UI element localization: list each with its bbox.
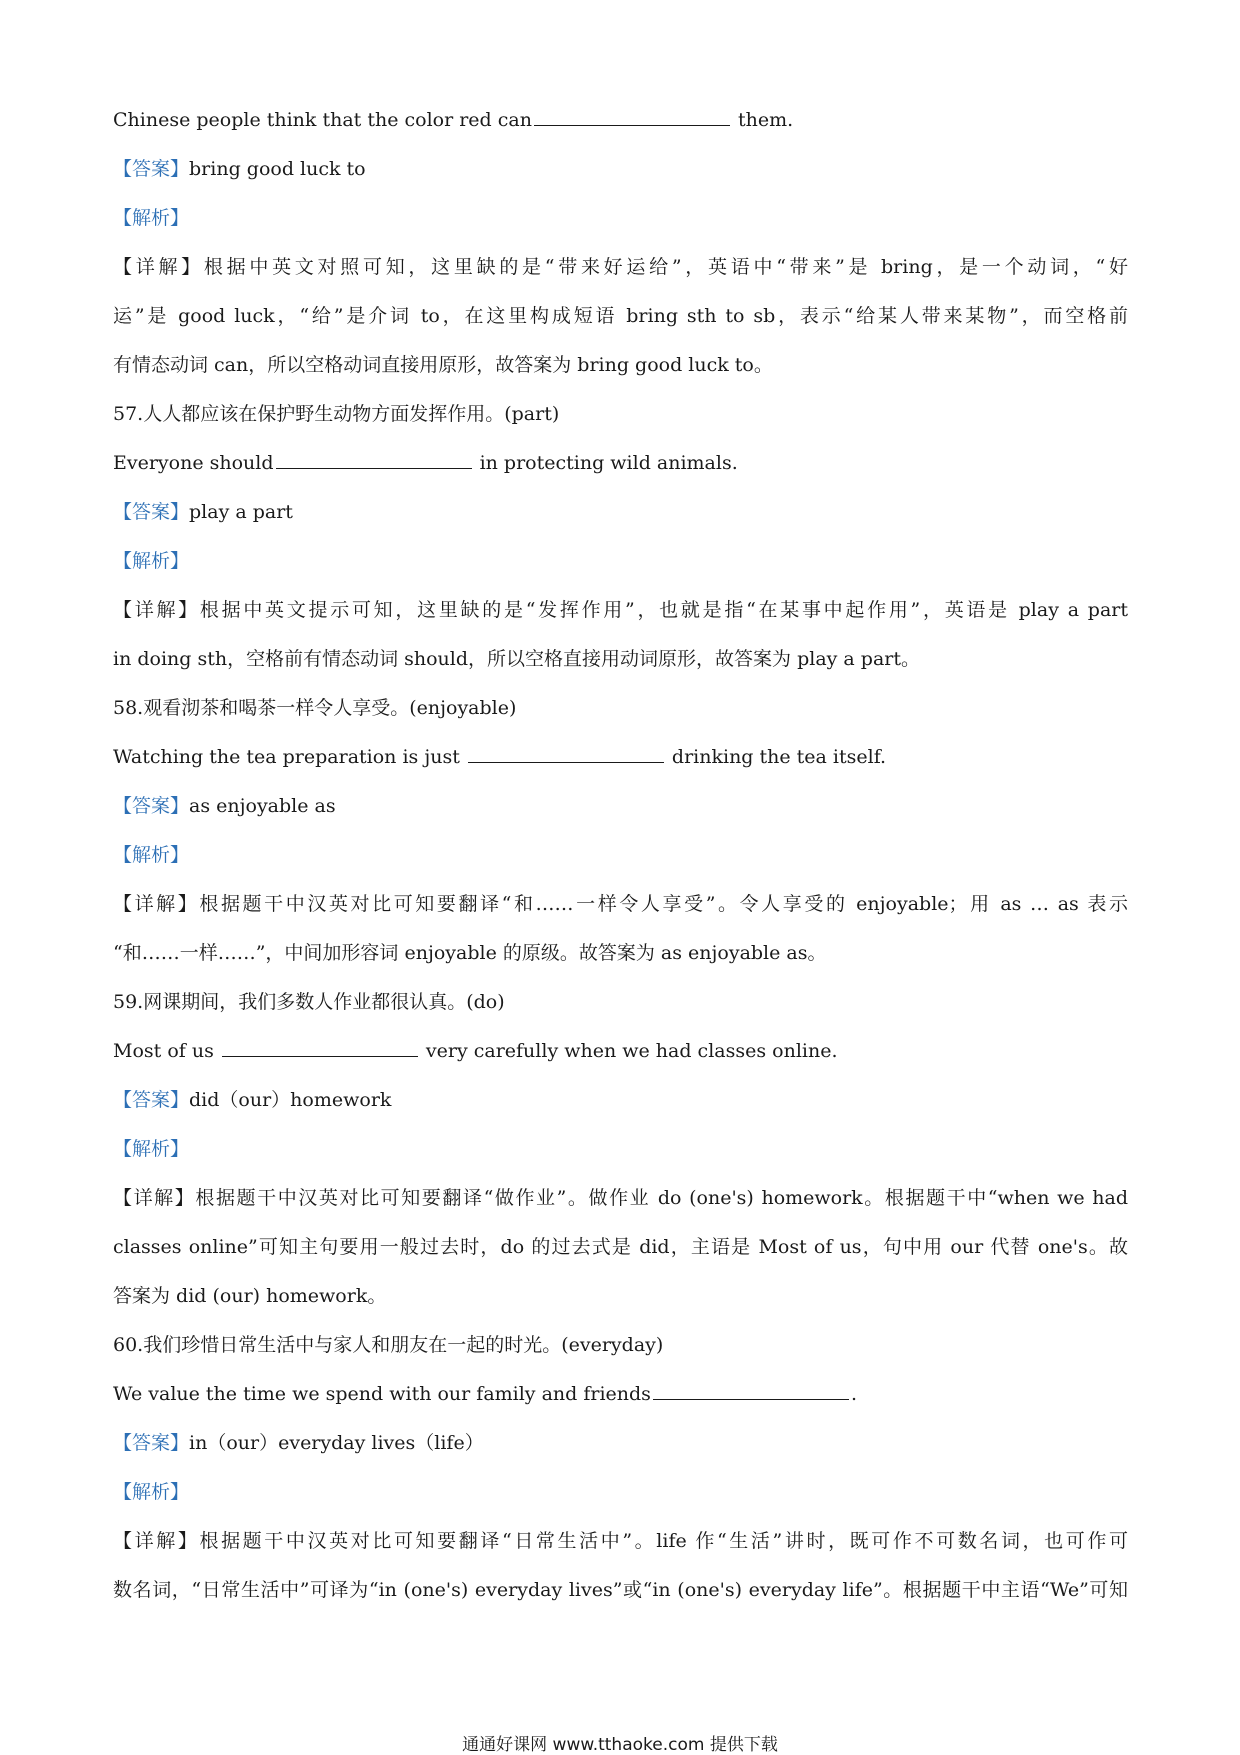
q60-prompt: 60.我们珍惜日常生活中与家人和朋友在一起的时光。(everyday) [113,1334,664,1356]
q57-blank [276,454,472,469]
answer-tag: 【答案】 [113,1432,190,1454]
answer-tag: 【答案】 [113,795,190,817]
q59-detail: 【详解】根据题干中汉英对比可知要翻译“做作业”。做作业 do (one's) homework。根据题干中“when we had classes online”可知主句要用一般过去时，do 的过去式是 did，主语是 Most of us，句中用 our 代替 one's。故 答案为 did (our) homework。 [113,1187,1128,1307]
q58-answer: 【答案】as enjoyable as [113,795,336,817]
q57-analysis [113,537,1128,586]
q59-blank [222,1042,418,1057]
q60-sentence: We value the time we spend with our family and friends . [113,1383,857,1405]
q57-prompt: 57.人人都应该在保护野生动物方面发挥作用。(part) [113,403,560,425]
q60-blank [653,1385,849,1400]
analysis-tag: 【解析】 [113,1481,190,1503]
answer-tag: 【答案】 [113,158,190,180]
q56-sentence: Chinese people think that the color red can them. [113,109,794,131]
q57-sentence: Everyone should in protecting wild animals. [113,452,738,474]
document-content [113,96,1128,1615]
q58-blank [468,748,664,763]
q59-sentence: Most of us very carefully when we had classes online. [113,1040,838,1062]
page-footer: 通通好课网 www.tthaoke.com 提供下载 [462,1735,778,1755]
q56-answer: 【答案】bring good luck to [113,158,366,180]
q56-analysis [113,194,1128,243]
analysis-tag: 【解析】 [113,550,190,572]
q60-analysis [113,1468,1128,1517]
q60-detail: 【详解】根据题干中汉英对比可知要翻译“日常生活中”。life 作“生活”讲时，既可作不可数名词，也可作可 数名词，“日常生活中”可译为“in (one's) everyday lives”或“in (one's) everyday life”。根据题干中主语“We”可知 [113,1530,1128,1601]
analysis-tag: 【解析】 [113,1138,190,1160]
q58-prompt: 58.观看沏茶和喝茶一样令人享受。(enjoyable) [113,697,517,719]
q58-analysis [113,831,1128,880]
q57-detail: 【详解】根据中英文提示可知，这里缺的是“发挥作用”，也就是指“在某事中起作用”，英语是 play a part in doing sth，空格前有情态动词 should，所以空格直接用动词原形，故答案为 play a part。 [113,599,1128,670]
answer-tag: 【答案】 [113,1089,190,1111]
q58-sentence: Watching the tea preparation is just drinking the tea itself. [113,746,887,768]
analysis-tag: 【解析】 [113,844,190,866]
q59-analysis [113,1125,1128,1174]
q56-detail: 【详解】根据中英文对照可知，这里缺的是“带来好运给”，英语中“带来”是 bring，是一个动词，“好 运”是 good luck，“给”是介词 to，在这里构成短语 bring sth to sb，表示“给某人带来某物”，而空格前 有情态动词 can，所以空格动词直接用原形，故答案为 bring good luck to。 [113,256,1128,376]
q56-blank [534,111,730,126]
analysis-tag: 【解析】 [113,207,190,229]
answer-tag: 【答案】 [113,501,190,523]
q59-answer: 【答案】did（our）homework [113,1089,392,1111]
q59-prompt: 59.网课期间，我们多数人作业都很认真。(do) [113,991,505,1013]
q58-detail: 【详解】根据题干中汉英对比可知要翻译“和……一样令人享受”。令人享受的 enjoyable；用 as … as 表示 “和……一样……”，中间加形容词 enjoyable 的原级。故答案为 as enjoyable as。 [113,893,1128,964]
q60-answer: 【答案】in（our）everyday lives（life） [113,1432,484,1454]
q57-answer: 【答案】play a part [113,501,293,523]
